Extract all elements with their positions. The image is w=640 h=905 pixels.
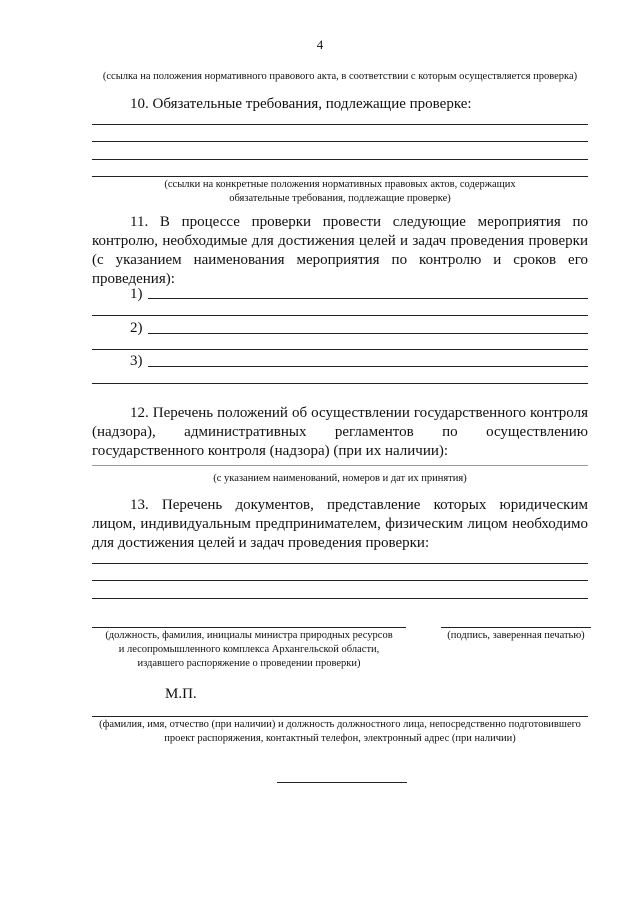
preparer-note bbox=[70, 718, 610, 746]
section-11-item-label: 2) bbox=[130, 320, 143, 336]
preparer-note-line: (фамилия, имя, отчество (при наличии) и должность должностного лица, непосредственно подготовившего bbox=[99, 719, 581, 730]
section-10-fill-line[interactable] bbox=[92, 141, 588, 142]
preparer-fill-line[interactable] bbox=[92, 716, 588, 717]
section-10-heading: 10. Обязательные требования, подлежащие проверке: bbox=[130, 96, 472, 112]
minister-note-line: (должность, фамилия, инициалы министра природных ресурсов bbox=[105, 630, 393, 641]
section-11-item-label: 3) bbox=[130, 353, 143, 369]
minister-note bbox=[92, 629, 406, 671]
minister-note-line: издавшего распоряжение о проведении проверки) bbox=[137, 658, 361, 669]
signature-note: (подпись, заверенная печатью) bbox=[447, 630, 585, 641]
section-10-fill-line[interactable] bbox=[92, 176, 588, 177]
section-12-text: 12. Перечень положений об осуществлении государственного контроля (надзора), административных регламентов по осуществлению государственного контроля (надзора) (при их наличии): bbox=[92, 405, 588, 459]
section-13-fill-line[interactable] bbox=[92, 563, 588, 564]
section-11-item-label: 1) bbox=[130, 286, 143, 302]
stamp-place-label: М.П. bbox=[165, 686, 197, 702]
section-10-fill-line[interactable] bbox=[92, 159, 588, 160]
section-11-item-2-line[interactable] bbox=[148, 333, 588, 334]
section-12-fill-line[interactable] bbox=[92, 465, 588, 466]
section-13-text: 13. Перечень документов, представление которых юридическим лицом, индивидуальным предпринимателем, физическим лицом необходимо для достижения целей и задач проведения проверки: bbox=[92, 497, 588, 551]
section-10-fill-line[interactable] bbox=[92, 124, 588, 125]
section-11-item-1-line[interactable] bbox=[148, 298, 588, 299]
section-13-fill-line[interactable] bbox=[92, 580, 588, 581]
section-11-item-2-line[interactable] bbox=[92, 349, 588, 350]
section-10-note-line: (ссылки на конкретные положения нормативных правовых актов, содержащих bbox=[164, 179, 516, 190]
section-11-text: 11. В процессе проверки провести следующие мероприятия по контролю, необходимые для достижения целей и задач проведения проверки (с указанием наименования мероприятия по контролю и сроков его проведения): bbox=[92, 214, 588, 287]
preparer-note-line: проект распоряжения, контактный телефон, электронный адрес (при наличии) bbox=[164, 733, 516, 744]
normative-act-reference-note: (ссылка на положения нормативного правового акта, в соответствии с которым осуществляется проверка) bbox=[102, 71, 578, 82]
section-10-note-line: обязательные требования, подлежащие проверке) bbox=[229, 193, 451, 204]
section-11-item-3-line[interactable] bbox=[148, 366, 588, 367]
section-11-item-1-line[interactable] bbox=[92, 315, 588, 316]
footer-divider bbox=[277, 782, 407, 783]
minister-signature-line[interactable] bbox=[92, 627, 406, 628]
minister-note-line: и лесопромышленного комплекса Архангельской области, bbox=[118, 644, 380, 655]
section-11-item-3-line[interactable] bbox=[92, 383, 588, 384]
section-13-fill-line[interactable] bbox=[92, 598, 588, 599]
signature-line[interactable] bbox=[441, 627, 591, 628]
section-12-note: (с указанием наименований, номеров и дат их принятия) bbox=[213, 473, 467, 484]
section-10-note bbox=[92, 178, 588, 206]
page-number: 4 bbox=[316, 37, 324, 52]
